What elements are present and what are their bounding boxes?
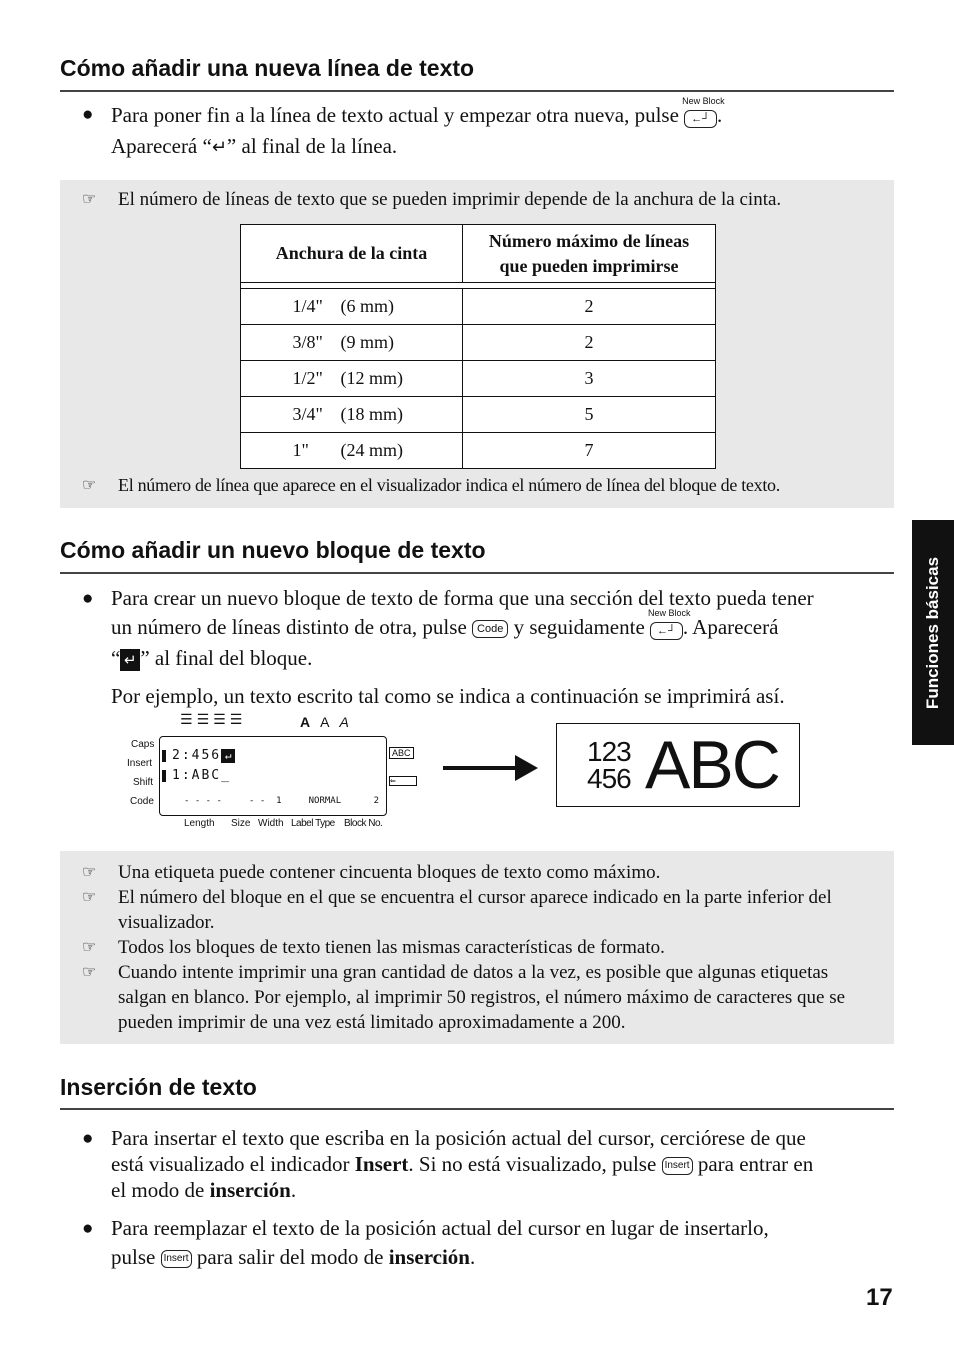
note-text: Una etiqueta puede contener cincuenta bloques de texto como máximo. [118,862,661,883]
note-text: Cuando intente imprimir una gran cantidad de datos a la vez, es posible que algunas etiquetas salgan en blanco. Por ejemplo, al imprimir 50 registros, el número máximo de caracteres que se pueden imprimir de una vez está limitado aproximadamente a 200. [118,962,846,1033]
insert-key: Insert [161,1250,192,1268]
label-line: 456 [587,763,631,794]
pointing-hand-icon: ☞ [82,191,97,208]
text: . [290,1178,297,1202]
note-box [60,851,894,1044]
pointing-hand-icon: ☞ [82,939,97,956]
section-rule [60,1108,894,1110]
tape-width-table [240,224,716,469]
insert-label: Insert [127,758,153,769]
bold-text: inserción [209,1178,291,1202]
paragraph [111,1125,901,1203]
paragraph [111,95,891,162]
text: . [470,1245,476,1269]
code-key: Code [472,620,508,638]
printed-label [556,723,800,807]
table-cell: 3/8" (9 mm) [241,325,463,361]
table-cell: 5 [463,397,716,433]
table-cell: 2 [463,325,716,361]
text: un número de líneas distinto de otra, pulse [111,615,467,639]
note-text: El número del bloque en el que se encuentra el cursor aparece indicado en la parte inferior del visualizador. [118,887,832,933]
pointing-hand-icon: ☞ [82,864,97,881]
text: “ [111,645,121,670]
table-cell: 3/4" (18 mm) [241,397,463,433]
lcd-line: 2:456 [172,748,222,763]
section-title: Cómo añadir una nueva línea de texto [60,55,475,81]
bullet-icon: ● [82,104,94,125]
table-row [241,361,716,397]
pointing-hand-icon: ☞ [82,889,97,906]
indicator-mark [162,750,166,762]
section-rule [60,572,894,574]
enter-icon: ←┘ [650,622,683,640]
size-label: Size [231,818,251,829]
indicator-mark [162,770,166,782]
key-caption: New Block [648,607,691,618]
text: ” al final del bloque. [140,645,313,670]
table-row [241,397,716,433]
label-type-label: Label Type [291,818,335,829]
label-big-text: ABC [645,727,779,803]
text: y seguidamente [513,615,645,639]
table-header: Anchura de la cinta [241,225,463,283]
width-label: Width [258,818,284,829]
table-cell: 7 [463,433,716,469]
lcd-status: - - - - - - 1 NORMAL 2 [184,796,380,806]
example-text: Por ejemplo, un texto escrito tal como se indica a continuación se imprimirá así. [111,684,785,708]
tape-icon: ⇐ [389,776,417,786]
lcd-screen [159,736,387,816]
text: Para poner fin a la línea de texto actual y empezar otra nueva, pulse [111,103,679,127]
table-row [241,433,716,469]
text: . Si no está visualizado, pulse [408,1152,657,1176]
paragraph [111,1214,901,1272]
italic-a-icon: A [339,714,359,730]
text: ” al final de la línea. [226,133,398,158]
table-cell: 2 [463,289,716,325]
note-text: El número de línea que aparece en el visualizador indica el número de línea del bloque de texto. [118,475,780,495]
text: Para reemplazar el texto de la posición actual del cursor en lugar de insertarlo, [111,1216,769,1240]
lcd-illustration [125,712,425,832]
text: Aparecerá “ [111,133,212,158]
bullet-icon: ● [82,588,94,609]
bold-a-icon: A [300,714,321,730]
text: para entrar en [697,1152,814,1176]
bold-text: Insert [354,1152,409,1176]
table-row [241,325,716,361]
section-rule [60,90,894,92]
text-style-icons [300,714,359,730]
arrow-icon [443,753,539,783]
table-cell: 3 [463,361,716,397]
paragraph [111,584,901,673]
table-cell: 1" (24 mm) [241,433,463,469]
length-label: Length [184,818,215,829]
section-title: Cómo añadir un nuevo bloque de texto [60,537,486,563]
outline-a-icon: A [320,714,340,730]
new-block-key [682,95,725,132]
code-label: Code [130,796,154,807]
key-caption: New Block [682,95,725,106]
text: Para insertar el texto que escriba en la posición actual del cursor, cerciórese de que [111,1126,806,1150]
align-justify-icon: ☰ [229,712,247,728]
page-number: 17 [866,1284,893,1311]
bullet-icon: ● [82,1128,94,1149]
bold-text: inserción [388,1245,470,1269]
return-arrow-icon: ↵ [211,136,227,158]
table-row [241,289,716,325]
note-text: El número de líneas de texto que se pueden imprimir depende de la anchura de la cinta. [118,189,782,210]
block-end-icon: ↵ [120,649,140,671]
pointing-hand-icon: ☞ [82,964,97,981]
new-block-key [648,607,691,644]
lcd-line: 1:ABC_ [172,768,231,783]
text: el modo de [111,1178,205,1202]
align-right-icon: ☰ [213,712,230,728]
block-no-label: Block No. [344,818,383,829]
bullet-icon: ● [82,1218,94,1239]
align-center-icon: ☰ [196,712,214,728]
text: . Aparecerá [682,615,779,639]
table-cell: 1/4" (6 mm) [241,289,463,325]
text: está visualizado el indicador [111,1152,350,1176]
enter-icon: ←┘ [684,110,717,128]
side-tab-label: Funciones básicas [923,556,942,709]
table-header: Número máximo de líneas que pueden imprimirse [463,225,716,283]
format-icons [180,712,246,728]
insert-key: Insert [662,1157,693,1175]
side-tab [912,520,954,745]
table-cell: 1/2" (12 mm) [241,361,463,397]
pointing-hand-icon: ☞ [82,477,97,494]
caps-label: Caps [131,739,155,750]
block-end-icon: ↵ [221,749,235,763]
text: . [716,103,723,127]
note-text: Todos los bloques de texto tienen las mismas características de formato. [118,937,665,958]
abc-badge: ABC [389,747,414,759]
text: pulse [111,1245,156,1269]
text: Para crear un nuevo bloque de texto de forma que una sección del texto pueda tener [111,586,814,610]
note-box [60,180,894,508]
shift-label: Shift [133,777,154,788]
text: para salir del modo de [196,1245,384,1269]
align-left-icon: ☰ [180,712,197,728]
label-line: 123 [587,736,631,767]
section-title: Inserción de texto [60,1074,257,1100]
